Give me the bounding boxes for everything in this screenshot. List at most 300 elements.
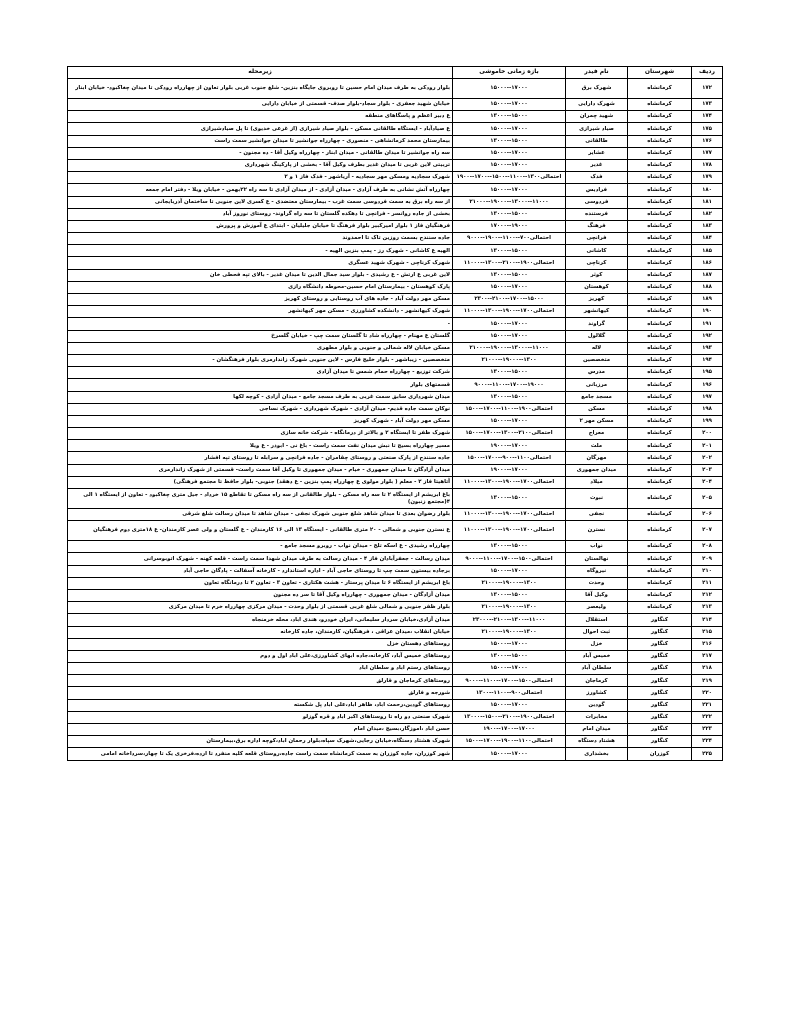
- cell-area: مسکن مهر دولت آباد - شهرک کهریز: [68, 415, 453, 427]
- cell-city: کنگاور: [628, 675, 692, 687]
- cell-feeder: مسکن مهر ۲: [566, 415, 628, 427]
- cell-feeder: نیروگاه: [566, 565, 628, 577]
- cell-time: ۱۳۰۰۰--۱۵۰۰۰: [453, 541, 566, 553]
- cell-feeder: عشایر: [566, 147, 628, 159]
- cell-area: فرهنگیان فاز ۱ بلوار امیرکبیر بلوار فرهنگ تا خیابان جلیلیان - ابتدای ع آموزش و پرورش: [68, 220, 453, 232]
- cell-time: ۲۱۰۰۰--۱۹۰۰۰--۱۳۰۰۰--۱۱۰۰۰: [453, 196, 566, 208]
- cell-area: چهارراه آتش نشانی به طرف آزادی - میدان آزادی - از میدان آزادی تا سه راه ۲۲بهمن - خیابان ویلا - دفتر امام جمعه: [68, 184, 453, 196]
- table-row: [68, 245, 723, 257]
- table-row: [68, 626, 723, 638]
- cell-radif: ۱۹۳: [692, 342, 723, 354]
- cell-feeder: کرماجان: [566, 675, 628, 687]
- cell-radif: ۱۸۷: [692, 269, 723, 281]
- table-row: [68, 184, 723, 196]
- cell-feeder: گراوند: [566, 318, 628, 330]
- cell-feeder: کوهستان: [566, 281, 628, 293]
- table-row: [68, 391, 723, 403]
- cell-area: شهرک هشتاد دستگاه،خیابان رجایی،شهرک سپاه،بلوار رحمان اباد،کوچه اداره برق،بیمارستان: [68, 736, 453, 748]
- cell-feeder: کشاورز: [566, 687, 628, 699]
- cell-radif: ۱۷۷: [692, 147, 723, 159]
- cell-radif: ۱۹۲: [692, 330, 723, 342]
- cell-city: کرمانشاه: [628, 367, 692, 379]
- cell-radif: ۲۲۱: [692, 699, 723, 711]
- cell-area: خیابان انقلاب ،میدان عراقی ، فرهنگیان، کارمندان، جاده کارخانه: [68, 626, 453, 638]
- cell-feeder: وکیل آقا: [566, 589, 628, 601]
- cell-radif: ۲۰۱: [692, 440, 723, 452]
- cell-radif: ۲۱۳: [692, 602, 723, 614]
- cell-time: احتمالی۱۱۰۰--۹۰۰--۱۷۰۰--۱۵۰۰: [453, 452, 566, 464]
- cell-radif: ۲۲۳: [692, 724, 723, 736]
- cell-feeder: مدرس: [566, 367, 628, 379]
- cell-time: احتمالی۱۷۰۰--۱۹۰۰--۱۳۰۰--۱۱۰۰۰: [453, 509, 566, 521]
- cell-feeder: گودین: [566, 699, 628, 711]
- table-row: [68, 111, 723, 123]
- cell-feeder: میدان امام: [566, 724, 628, 736]
- cell-time: ۱۵۰۰۰--۱۷۰۰۰: [453, 99, 566, 111]
- table-row: [68, 415, 723, 427]
- cell-city: کرمانشاه: [628, 541, 692, 553]
- cell-feeder: کیهانشهر: [566, 306, 628, 318]
- cell-radif: ۱۹۴: [692, 354, 723, 366]
- cell-city: کرمانشاه: [628, 354, 692, 366]
- cell-time: ۱۳۰۰۰--۱۵۰۰۰: [453, 245, 566, 257]
- cell-area: شهر کوزران، جاده کوزران به سمت کرمانشاه سمت راست جاده،روستای قلعه کلیه منفرد تا ارده،فرخری یک تا چهار،سرداخانه امامی: [68, 748, 453, 760]
- cell-time: احتمالی۱۳۰۰--۱۱۰۰--۱۵۰۰--۱۷۰۰--۱۹۰۰: [453, 172, 566, 184]
- cell-feeder: هشتاد دستگاه: [566, 736, 628, 748]
- cell-time: ۱۹۰۰۰--۱۷۰۰۰: [453, 464, 566, 476]
- table-row: [68, 257, 723, 269]
- cell-area: مسیر چهارراه بسیج تا نبش میدان نفت سمت راست - باغ نی - ابوذر - ع ویلا: [68, 440, 453, 452]
- table-row: [68, 452, 723, 464]
- cell-time: ۲۳۰۰۰--۲۱۰۰--۱۳۰۰--۱۱۰۰۰: [453, 614, 566, 626]
- table-row: [68, 99, 723, 111]
- cell-city: کرمانشاه: [628, 452, 692, 464]
- table-row: [68, 663, 723, 675]
- cell-radif: ۱۸۲: [692, 208, 723, 220]
- cell-radif: ۲۰۳: [692, 464, 723, 476]
- cell-area: آتاهیتا فاز ۲ - معلم ( بلوار مولوی ع چهارراه پمپ بنزین - ع دهقد) جنوبی- بلوار حافظ تا مجتمع فرهنگی): [68, 476, 453, 488]
- table-row: [68, 565, 723, 577]
- table-row: [68, 318, 723, 330]
- cell-time: ۲۳۰۰--۲۱۰۰--۱۷۰۰--۱۵۰۰۰: [453, 294, 566, 306]
- cell-feeder: نجفی: [566, 509, 628, 521]
- cell-area: مسکن خیابان لاله شمالی و جنوبی و بلوار مطهری: [68, 342, 453, 354]
- cell-radif: ۲۲۰: [692, 687, 723, 699]
- cell-city: کرمانشاه: [628, 147, 692, 159]
- table-row: [68, 379, 723, 391]
- cell-area: تربیتی لاین غربی تا میدان غدیر بطرف وکیل آقا - بخشی از پارکینگ شهرداری: [68, 159, 453, 171]
- cell-city: کنگاور: [628, 650, 692, 662]
- cell-city: کرمانشاه: [628, 99, 692, 111]
- cell-radif: ۲۰۰: [692, 428, 723, 440]
- cell-city: کرمانشاه: [628, 79, 692, 99]
- cell-area: میدان آزادگان - میدان جمهوری - چهارراه وکیل آقا تا سر ده مجنون: [68, 589, 453, 601]
- cell-area: الهیه ع کاشانی - شهرک رز - پمپ بنزین الهیه -: [68, 245, 453, 257]
- cell-feeder: شهرک دارایی: [566, 99, 628, 111]
- cell-feeder: مهرگان: [566, 452, 628, 464]
- table-row: [68, 614, 723, 626]
- cell-area: از سه راه برق به سمت فردوسی سمت غرب - بیمارستان معتضدی - ع کسری لاین جنوبی تا ساختمان آذربایجانی: [68, 196, 453, 208]
- cell-time: ۱۳۰۰۰--۱۵۰۰۰: [453, 269, 566, 281]
- header-time: بازه زمانی خاموشی: [453, 67, 566, 79]
- cell-area: سه راه جوانشیر تا میدان طالقانی - میدان ابنار - چهارراه وکیل آقا - ده مجنون -: [68, 147, 453, 159]
- cell-radif: ۲۱۴: [692, 614, 723, 626]
- table-row: [68, 724, 723, 736]
- table-row: [68, 675, 723, 687]
- cell-city: کرمانشاه: [628, 428, 692, 440]
- cell-radif: ۲۰۶: [692, 509, 723, 521]
- cell-area: جاده سنندج بسمت روزین تاک تا احمدوند: [68, 233, 453, 245]
- cell-city: کرمانشاه: [628, 489, 692, 509]
- cell-time: احتمالی۱۱۰۰--۱۹۰۰--۱۷۰۰--۱۵۰۰: [453, 736, 566, 748]
- table-row: [68, 521, 723, 541]
- cell-area: ع صیادآباد - ایستگاه طالقانی مسکن - بلوار صیاد شیرازی (از غرعی خدیوی) تا پل صیادشیرازی: [68, 123, 453, 135]
- cell-time: احتمالی۱۹۰۰--۱۱۰۰--۱۷۰۰--۱۵۰۰: [453, 403, 566, 415]
- cell-feeder: فردوسی: [566, 196, 628, 208]
- cell-area: بیمارستان محمد کرمانشاهی - منصوری - چهارراه جوانشیر تا میدان جوانشیر سمت راست: [68, 135, 453, 147]
- table-row: [68, 342, 723, 354]
- cell-time: ۱۵۰۰۰--۱۷۰۰۰: [453, 123, 566, 135]
- cell-city: کنگاور: [628, 614, 692, 626]
- cell-area: لاین غربی ع ارتش - ع رشیدی - بلوار سید جمال الدین تا میدان غدیر - بالای تپه فحطی خان: [68, 269, 453, 281]
- table-row: [68, 233, 723, 245]
- cell-radif: ۲۱۵: [692, 626, 723, 638]
- cell-time: احتمالی۱۹۰۰--۲۱۰۰--۱۳۰۰--۱۱۰۰۰: [453, 257, 566, 269]
- cell-radif: ۱۹۶: [692, 379, 723, 391]
- cell-feeder: سلطان آباد: [566, 663, 628, 675]
- cell-time: ۹۰۰۰--۱۱۰۰--۱۷۰۰--۱۹۰۰۰: [453, 379, 566, 391]
- cell-city: کرمانشاه: [628, 281, 692, 293]
- cell-city: کرمانشاه: [628, 415, 692, 427]
- cell-city: کرمانشاه: [628, 294, 692, 306]
- cell-area: چهارراه رشیدی - ع اسکه تلخ - میدان نواب - روبرو مسجد جامع -: [68, 541, 453, 553]
- cell-time: ۱۷۰۰۰--۱۹۰۰۰: [453, 220, 566, 232]
- cell-time: ۱۹۰۰۰--۱۷۰۰۰: [453, 440, 566, 452]
- table-row: [68, 403, 723, 415]
- table-row: [68, 748, 723, 760]
- cell-feeder: غدیر: [566, 159, 628, 171]
- table-row: [68, 306, 723, 318]
- cell-radif: ۲۱۹: [692, 675, 723, 687]
- cell-radif: ۱۹۰: [692, 306, 723, 318]
- cell-radif: ۱۸۹: [692, 294, 723, 306]
- cell-feeder: کوثر: [566, 269, 628, 281]
- cell-city: کرمانشاه: [628, 208, 692, 220]
- table-row: [68, 172, 723, 184]
- table-row: [68, 541, 723, 553]
- cell-area: میدان شهرداری سابق سمت غربی به طرف مسجد جامع - میدان آزادی - کوچه لکها: [68, 391, 453, 403]
- cell-feeder: میدان جمهوری: [566, 464, 628, 476]
- cell-area: خیابان شهید جعفری - بلوار سجاد-بلوار صدف- قسمتی از خیابان دارایی: [68, 99, 453, 111]
- cell-city: کرمانشاه: [628, 602, 692, 614]
- cell-area: ع نسترن جنوبی و شمالی - ۲۰ متری طالقانی - ایستگاه ۱۳ الی ۱۶ کارمندان - ع گلستان و ولی عصر کارمندان- ع ۱۸متری دوم فرهنگیان: [68, 521, 453, 541]
- cell-city: کوزران: [628, 748, 692, 760]
- table-row: [68, 159, 723, 171]
- cell-time: احتمالی۱۷۰۰--۱۹۰۰--۱۳۰۰--۱۱۰۰۰: [453, 476, 566, 488]
- outage-table: [67, 66, 723, 761]
- cell-time: ۱۵۰۰۰--۱۷۰۰۰: [453, 147, 566, 159]
- cell-city: کرمانشاه: [628, 159, 692, 171]
- cell-radif: ۲۰۴: [692, 476, 723, 488]
- header-city: شهرستان: [628, 67, 692, 79]
- cell-area: پارک کوهستان - بیمارستان امام حسین-محوطه دانشگاه رازی: [68, 281, 453, 293]
- cell-time: ۱۵۰۰۰--۱۷۰۰۰: [453, 699, 566, 711]
- cell-radif: ۱۸۱: [692, 196, 723, 208]
- cell-city: کرمانشاه: [628, 123, 692, 135]
- cell-feeder: فرهنگ: [566, 220, 628, 232]
- cell-time: احتمالی۱۷۰۰--۱۹۰۰--۱۳۰۰--۱۱۰۰۰: [453, 521, 566, 541]
- cell-area: روستاهای گودین،رحمت اباد، ظاهر اباد،علی اباد پل شکسته: [68, 699, 453, 711]
- cell-time: ۲۱۰۰۰--۱۹۰۰۰--۱۳۰۰: [453, 577, 566, 589]
- cell-area: میدان آزادگان تا میدان جمهوری - خیام - میدان جمهوری تا وکیل آقا سمت راست- قسمتی از شهرک زاندارمری: [68, 464, 453, 476]
- cell-feeder: کرناچی: [566, 257, 628, 269]
- cell-feeder: ثبت احوال: [566, 626, 628, 638]
- cell-city: کرمانشاه: [628, 476, 692, 488]
- table-row: [68, 577, 723, 589]
- cell-area: شهرک صنعتی دو راه تا روستاهای اکبر اباد و قره گوزلو: [68, 711, 453, 723]
- cell-city: کرمانشاه: [628, 257, 692, 269]
- table-row: [68, 367, 723, 379]
- table-row: [68, 330, 723, 342]
- cell-city: کرمانشاه: [628, 135, 692, 147]
- cell-feeder: استقلال: [566, 614, 628, 626]
- cell-feeder: ملت: [566, 440, 628, 452]
- table-row: [68, 687, 723, 699]
- cell-area: گلستان ع مهنام - چهارراه شاد تا گلستان سمت چپ - خیابان گلسرخ: [68, 330, 453, 342]
- cell-feeder: مرزبانی: [566, 379, 628, 391]
- cell-feeder: وحدت: [566, 577, 628, 589]
- cell-radif: ۱۷۲: [692, 79, 723, 99]
- cell-radif: ۱۸۰: [692, 184, 723, 196]
- cell-city: کنگاور: [628, 724, 692, 736]
- cell-feeder: فرستنده: [566, 208, 628, 220]
- cell-feeder: معراج: [566, 428, 628, 440]
- cell-feeder: صیاد شیرازی: [566, 123, 628, 135]
- cell-city: کنگاور: [628, 699, 692, 711]
- cell-feeder: خزل: [566, 638, 628, 650]
- table-row: [68, 699, 723, 711]
- cell-feeder: متخصصین: [566, 354, 628, 366]
- cell-area: قسمتهای بلوار: [68, 379, 453, 391]
- cell-feeder: فرانچی: [566, 233, 628, 245]
- cell-area: میدان آزادی،خیابان سردار سلیمانی، ایران خودرو، هندی اباد، محله خرمنجاه: [68, 614, 453, 626]
- cell-radif: ۲۲۴: [692, 736, 723, 748]
- table-row: [68, 440, 723, 452]
- header-area: زیرمحله: [68, 67, 453, 79]
- cell-radif: ۲۱۱: [692, 577, 723, 589]
- cell-area: -: [68, 318, 453, 330]
- cell-city: کرمانشاه: [628, 464, 692, 476]
- table-header-row: [68, 67, 723, 79]
- table-row: [68, 553, 723, 565]
- cell-radif: ۲۱۲: [692, 589, 723, 601]
- cell-radif: ۲۱۷: [692, 650, 723, 662]
- cell-area: باغ ابریشم از ایستگاه ۶ تا میدان پرستار - هشت هکتاری - تعاون ۳ - تعاون ۲ تا درمانگاه تعاون: [68, 577, 453, 589]
- cell-area: جاده سنندج از پارک صنعتی و روستای چقامران - جاده فرانچی و سرابله تا روستای تپه افشار: [68, 452, 453, 464]
- header-feeder: نام فیدر: [566, 67, 628, 79]
- table-row: [68, 509, 723, 521]
- cell-city: کنگاور: [628, 711, 692, 723]
- cell-feeder: نهالستان: [566, 553, 628, 565]
- cell-area: بلوار رودکی به طرف میدان امام حسین تا روبروی جایگاه بنزین- شلغ جنوب غربی بلوار تعاون از چهارراه رودکی تا میدان چغاکبود- خیابان ابنار: [68, 79, 453, 99]
- cell-city: کرمانشاه: [628, 196, 692, 208]
- cell-time: احتمالی۱۵۰۰--۱۷۰۰--۱۱۰۰--۹۰۰۰: [453, 675, 566, 687]
- cell-radif: ۱۷۵: [692, 123, 723, 135]
- cell-feeder: طالقانی: [566, 135, 628, 147]
- cell-radif: ۱۸۵: [692, 245, 723, 257]
- cell-time: احتمالی۷۰۰--۱۱۰۰--۱۹۰۰--۹۰۰۰: [453, 233, 566, 245]
- header-radif: ردیف: [692, 67, 723, 79]
- table-row: [68, 589, 723, 601]
- cell-city: کرمانشاه: [628, 245, 692, 257]
- cell-area: نوکان سمت جاده قدیم- میدان آزادی - شهرک شهرداری - شهرک نساجی: [68, 403, 453, 415]
- cell-feeder: شهید چمران: [566, 111, 628, 123]
- cell-time: ۱۳۰۰۰--۱۵۰۰۰: [453, 650, 566, 662]
- table-row: [68, 196, 723, 208]
- table-row: [68, 147, 723, 159]
- cell-time: ۱۳۰۰۰--۱۵۰۰۰: [453, 111, 566, 123]
- cell-area: ع دبیر اعظم و پاسگاهای منطقه: [68, 111, 453, 123]
- cell-city: کرمانشاه: [628, 342, 692, 354]
- cell-area: شورجه و فارلق: [68, 687, 453, 699]
- cell-feeder: نسترن: [566, 521, 628, 541]
- cell-time: ۱۵۰۰۰--۱۷۰۰۰: [453, 565, 566, 577]
- cell-time: ۱۵۰۰۰--۱۷۰۰۰: [453, 79, 566, 99]
- cell-radif: ۱۷۳: [692, 99, 723, 111]
- cell-time: ۱۵۰۰۰--۱۷۰۰۰: [453, 748, 566, 760]
- cell-feeder: گلالول: [566, 330, 628, 342]
- cell-city: کرمانشاه: [628, 184, 692, 196]
- cell-city: کرمانشاه: [628, 521, 692, 541]
- cell-time: ۱۳۰۰۰--۱۵۰۰۰: [453, 391, 566, 403]
- cell-time: ۱۵۰۰۰--۱۷۰۰۰: [453, 663, 566, 675]
- cell-city: کرمانشاه: [628, 509, 692, 521]
- cell-radif: ۱۹۷: [692, 391, 723, 403]
- table-row: [68, 354, 723, 366]
- table-row: [68, 220, 723, 232]
- cell-city: کنگاور: [628, 687, 692, 699]
- cell-radif: ۲۱۸: [692, 663, 723, 675]
- cell-area: متخصصین - زیباشهر - بلوار خلیج فارس - لاین جنوبی شهرک زاندارمری بلوار فرهنگشان -: [68, 354, 453, 366]
- cell-area: روستاهای کرماجان و قارلق: [68, 675, 453, 687]
- cell-radif: ۱۷۹: [692, 172, 723, 184]
- cell-radif: ۲۰۵: [692, 489, 723, 509]
- cell-radif: ۱۸۳: [692, 220, 723, 232]
- cell-radif: ۲۰۸: [692, 541, 723, 553]
- cell-area: شرکت توزیع - چهارراه حمام شمس تا میدان آزادی: [68, 367, 453, 379]
- table-row: [68, 476, 723, 488]
- cell-time: ۲۱۰۰۰--۱۹۰۰۰--۱۳۰۰: [453, 602, 566, 614]
- cell-city: کنگاور: [628, 626, 692, 638]
- table-row: [68, 79, 723, 99]
- cell-city: کنگاور: [628, 663, 692, 675]
- table-row: [68, 602, 723, 614]
- cell-feeder: کاشانی: [566, 245, 628, 257]
- cell-area: روستاهای رستم اباد و سلطان اباد: [68, 663, 453, 675]
- cell-time: ۱۹۰۰--۱۷۰۰--۱۷۰۰۰: [453, 724, 566, 736]
- cell-area: شهرک کیهانشهر - دانشکده کشاورزی - مسکن مهر کیهانشهر: [68, 306, 453, 318]
- cell-feeder: فدک: [566, 172, 628, 184]
- cell-city: کرمانشاه: [628, 233, 692, 245]
- table-row: [68, 135, 723, 147]
- table-row: [68, 428, 723, 440]
- cell-feeder: نبوت: [566, 489, 628, 509]
- cell-city: کنگاور: [628, 638, 692, 650]
- cell-time: ۱۳۰۰۰--۱۵۰۰۰: [453, 589, 566, 601]
- cell-city: کنگاور: [628, 736, 692, 748]
- cell-time: ۱۳۰۰۰--۱۵۰۰۰: [453, 367, 566, 379]
- cell-city: کرمانشاه: [628, 589, 692, 601]
- cell-city: کرمانشاه: [628, 565, 692, 577]
- cell-city: کرمانشاه: [628, 269, 692, 281]
- cell-area: بخشی از جاده روانسر - فرانچی تا دهکده گلستان تا سه راه گراوند- روستای نوروز آباد: [68, 208, 453, 220]
- cell-time: احتمالی۲۱۰۰--۱۳۰۰--۱۷۰۰--۱۵۰۰: [453, 428, 566, 440]
- table-row: [68, 464, 723, 476]
- outage-schedule-sheet: [68, 66, 723, 761]
- cell-city: کرمانشاه: [628, 330, 692, 342]
- cell-city: کرمانشاه: [628, 172, 692, 184]
- cell-area: مسکن مهر دولت آباد - جاده های آب روستایی و روستای کهریز: [68, 294, 453, 306]
- cell-radif: ۱۹۱: [692, 318, 723, 330]
- cell-area: روستاهای دهستان خزل: [68, 638, 453, 650]
- cell-feeder: بخشداری: [566, 748, 628, 760]
- cell-city: کرمانشاه: [628, 553, 692, 565]
- cell-city: کرمانشاه: [628, 306, 692, 318]
- cell-area: شهرک سجادیه ومسکن مهر سجادیه - آریاشهر - فدک فاز ۱ و ۲: [68, 172, 453, 184]
- cell-city: کرمانشاه: [628, 318, 692, 330]
- cell-time: ۱۵۰۰۰--۱۷۰۰۰: [453, 638, 566, 650]
- cell-time: ۱۵۰۰۰--۱۷۰۰۰: [453, 415, 566, 427]
- cell-area: شهرک ظفر تا ایستگاه ۲ و بالاتر از درمانگاه - شرکت خانه سازی: [68, 428, 453, 440]
- cell-city: کرمانشاه: [628, 379, 692, 391]
- cell-time: ۱۵۰۰۰--۱۷۰۰۰: [453, 318, 566, 330]
- table-row: [68, 736, 723, 748]
- cell-radif: ۱۹۸: [692, 403, 723, 415]
- cell-area: روستاهای خمیس آباد، کارخانه،جاده ابهای کشاورزی،علی اباد اول و دوم: [68, 650, 453, 662]
- cell-radif: ۲۰۷: [692, 521, 723, 541]
- cell-radif: ۲۱۰: [692, 565, 723, 577]
- cell-radif: ۱۸۶: [692, 257, 723, 269]
- table-row: [68, 638, 723, 650]
- table-row: [68, 281, 723, 293]
- cell-feeder: میلاد: [566, 476, 628, 488]
- cell-radif: ۱۷۶: [692, 135, 723, 147]
- cell-time: ۱۵۰۰۰--۱۷۰۰۰: [453, 281, 566, 293]
- cell-time: ۱۳۰۰۰--۱۵۰۰۰: [453, 489, 566, 509]
- table-row: [68, 650, 723, 662]
- cell-radif: ۲۲۵: [692, 748, 723, 760]
- cell-feeder: لاله: [566, 342, 628, 354]
- table-row: [68, 489, 723, 509]
- table-row: [68, 208, 723, 220]
- cell-time: ۲۱۰۰۰--۱۹۰۰۰--۱۳۰۰: [453, 626, 566, 638]
- cell-time: ۲۱۰۰۰--۱۹۰۰۰--۱۳۰۰: [453, 354, 566, 366]
- cell-time: ۱۳۰۰۰--۱۵۰۰۰: [453, 208, 566, 220]
- cell-area: بلوار ظفر جنوبی و شمالی شلغ غربی قسمتی از بلوار وحدت - میدان مرکزی چهارراه خرم تا میدان مرکزی: [68, 602, 453, 614]
- cell-city: کرمانشاه: [628, 220, 692, 232]
- cell-radif: ۲۰۲: [692, 452, 723, 464]
- cell-time: ۱۳۰۰۰--۱۵۰۰۰: [453, 135, 566, 147]
- cell-feeder: نواب: [566, 541, 628, 553]
- cell-time: ۲۱۰۰۰--۱۹۰۰۰--۱۳۰۰۰--۱۱۰۰۰: [453, 342, 566, 354]
- table-row: [68, 123, 723, 135]
- cell-feeder: ولیعصر: [566, 602, 628, 614]
- table-row: [68, 294, 723, 306]
- cell-city: کرمانشاه: [628, 111, 692, 123]
- cell-feeder: خمیس آباد: [566, 650, 628, 662]
- cell-area: باغ ابریشم از ایستگاه ۲ تا سه راه مسکن - بلوار طالقانی از سه راه مسکن تا تقاطع ۱۵ خرداد - جیل متری چغاکبود - تعاون از ایستگاه ۱ الی ۴(مجتمع زنبون): [68, 489, 453, 509]
- cell-time: احتمالی۹۰۰--۱۱۰۰--۱۳۰۰: [453, 687, 566, 699]
